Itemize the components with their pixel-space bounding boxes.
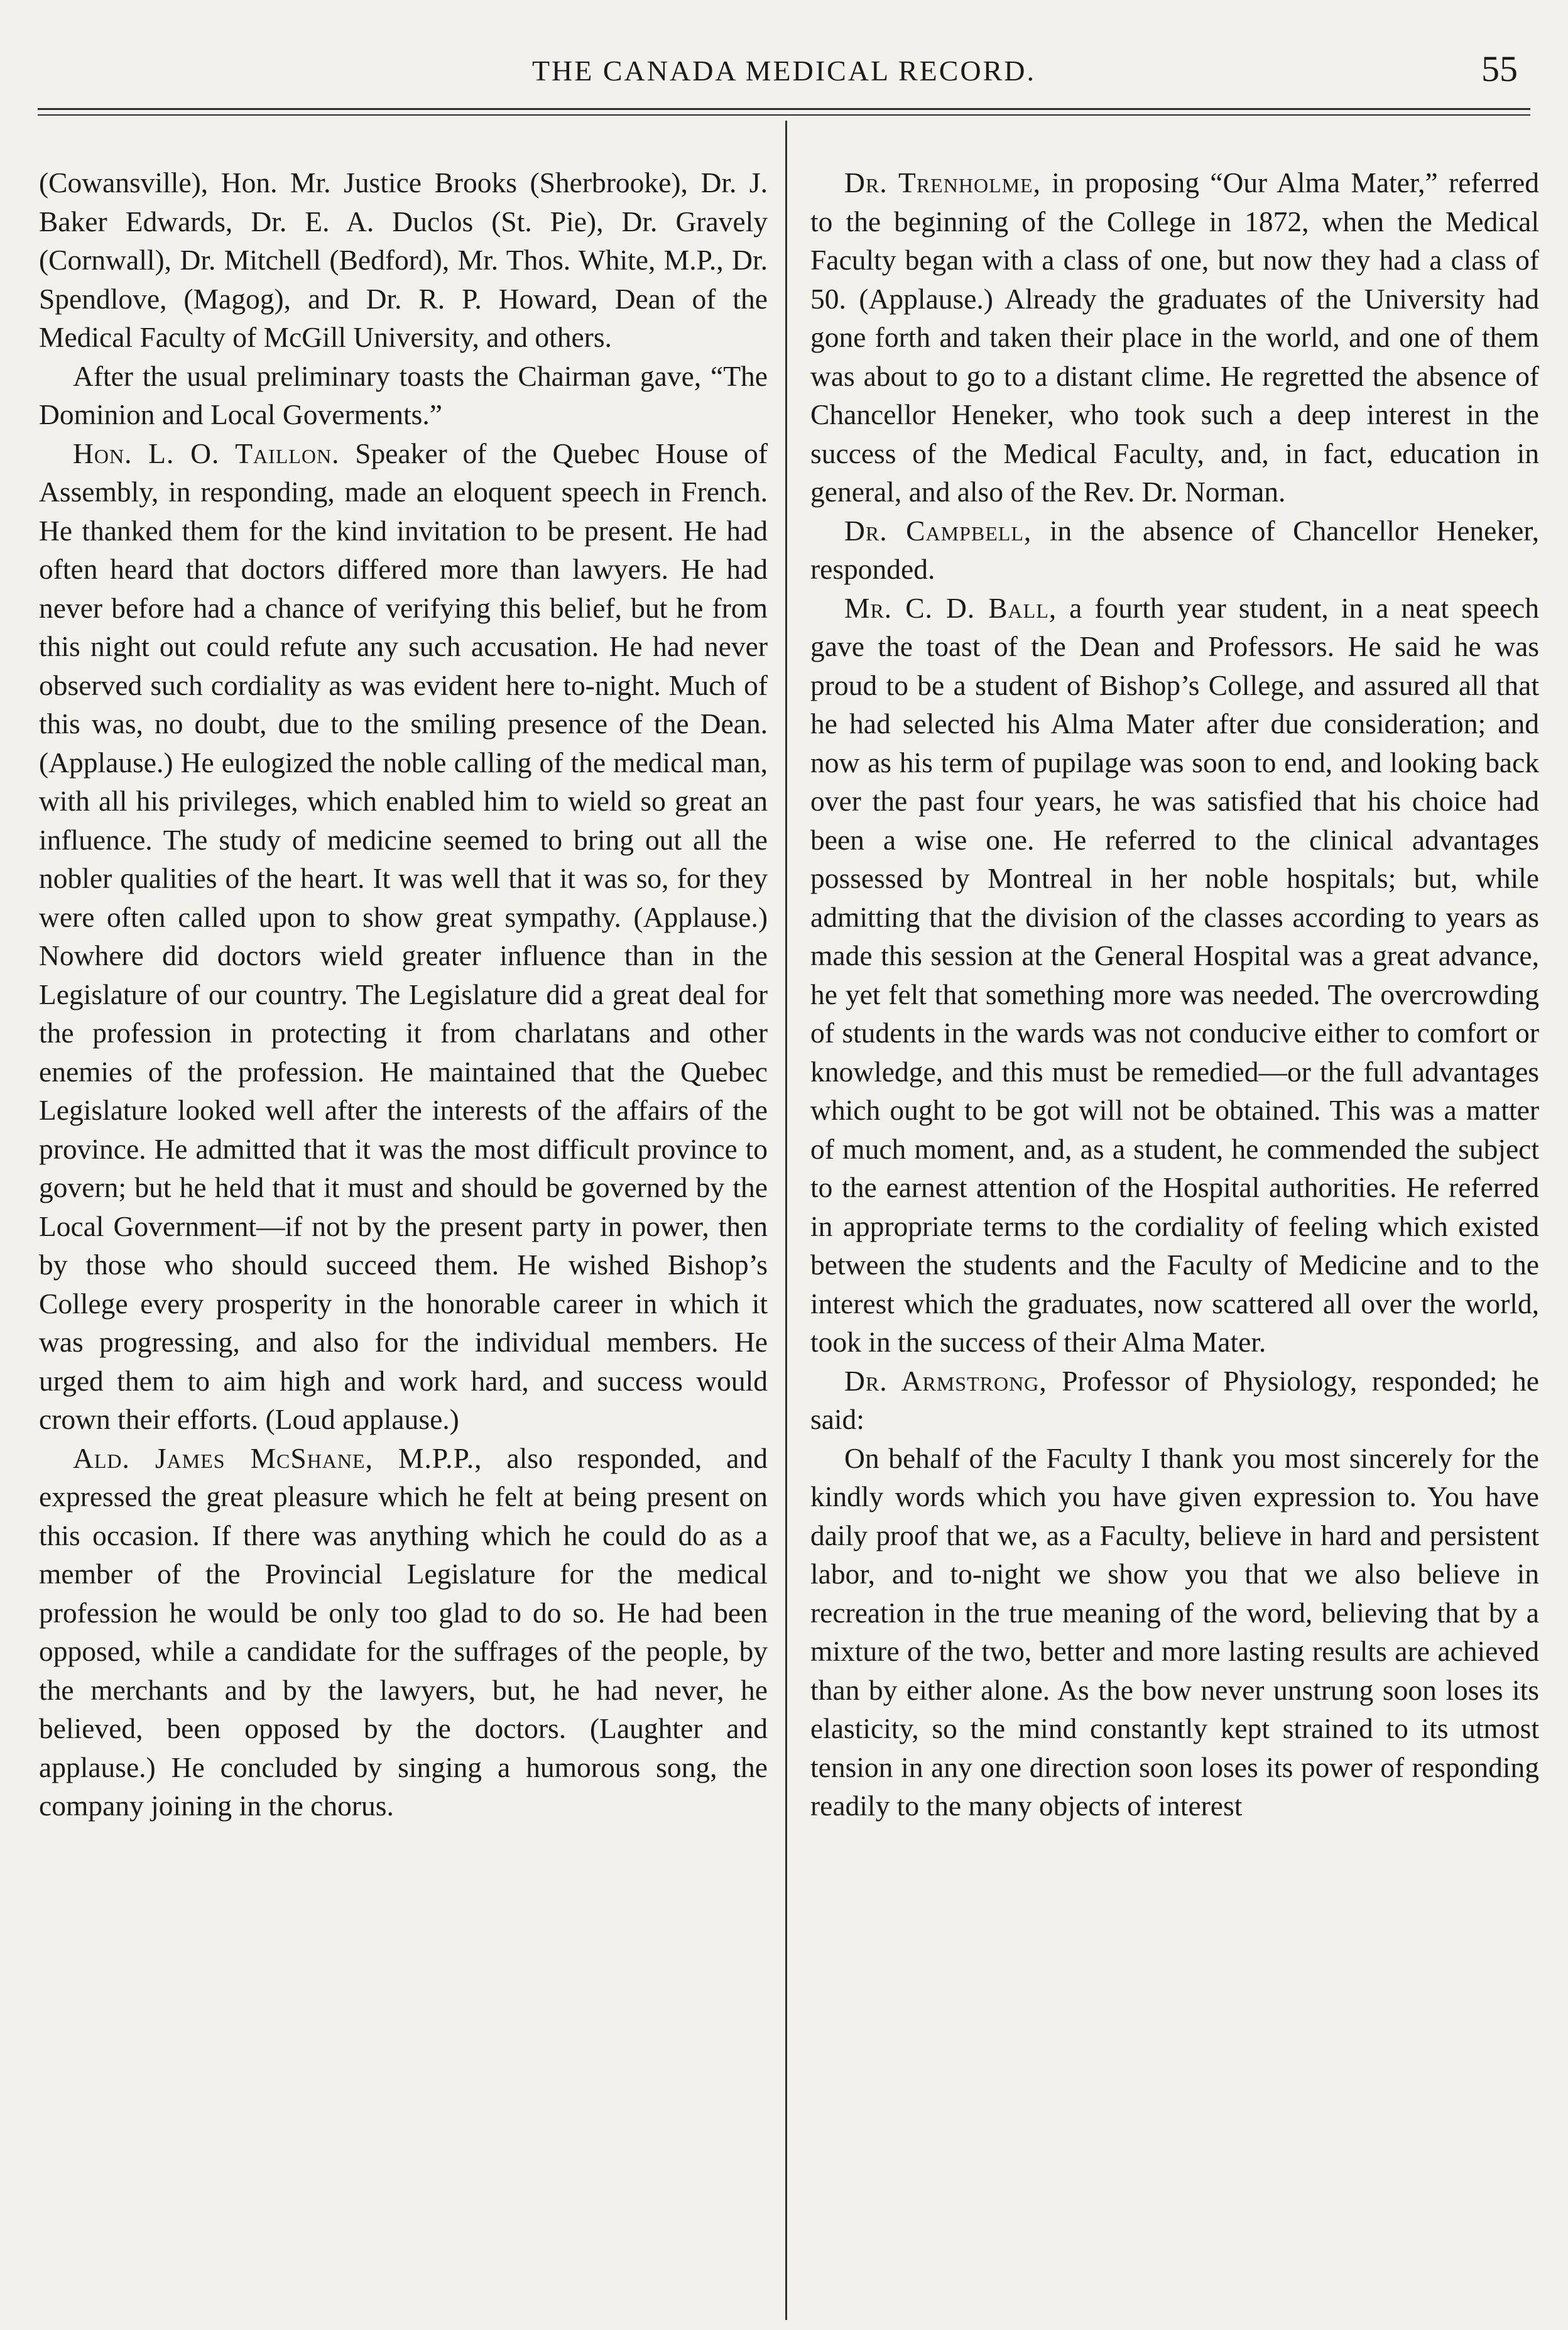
speaker-name: Dr. Trenholme, (844, 167, 1041, 199)
paragraph-text: Speaker of the Quebec House of Assembly, in responding, made an eloquent speech in French. He thanked them for the kind invitation to be present. He had often heard that doctors differed more than lawyers. He had never before had a chance of verifying this belief, but he from this night out could refute any such accusation. He had never observed such cordiality as was evident here to-night. Much of this was, no doubt, due to the smiling presence of the Dean. (Applause.) He eulogized the noble calling of the medical man, with all his privileges, which enabled him to wield so great an influence. The study of medicine seemed to bring out all the nobler qualities of the heart. It was well that it was so, for they were often called upon to show great sympathy. (Applause.) Nowhere did doctors wield greater influence than in the Legislature of our country. The Legislature did a great deal for the profession in protecting it from charlatans and other enemies of the profession. He maintained that the Quebec Legislature looked well after the interests of the affairs of the province. He admitted that it was the most difficult province to govern; but he held that it must and should be governed by the Local Government—if not by the present party in power, then by those who should succeed them. He wished Bishop’s College every prosperity in the honorable career in which it was progressing, and also for the individual members. He urged them to aim high and work hard, and success would crown their efforts. (Loud applause.) (39, 437, 768, 1435)
header-rule-thick (38, 108, 1530, 110)
page-number: 55 (1481, 48, 1518, 89)
journal-title: THE CANADA MEDICAL RECORD. (531, 55, 1037, 87)
paragraph-taillon (39, 434, 768, 1439)
speaker-name: Dr. Armstrong, (844, 1364, 1047, 1397)
speaker-name: Dr. Campbell, (844, 514, 1032, 547)
running-head (38, 45, 1530, 96)
paragraph-text: Professor of Physiology, responded; he said: (810, 1364, 1539, 1435)
speaker-name: Hon. L. O. Taillon. (73, 437, 340, 469)
left-column (39, 163, 768, 1825)
paragraph-toasts: After the usual preliminary toasts the Chairman gave, “The Dominion and Local Goverments.” (39, 359, 768, 430)
header-rule-thin (38, 114, 1530, 116)
paragraph-text: in proposing “Our Alma Mater,” referred to the beginning of the College in 1872, when the Medical Faculty began with a class of one, but now they had a class of 50. (Applause.) Already the graduates of the University had gone forth and taken their place in the world, and one of them was about to go to a distant clime. He regretted the absence of Chancellor Heneker, who took such a deep interest in the success of the Medical Faculty, and, in fact, education in general, and also of the Rev. Dr. Norman. (810, 167, 1539, 508)
paragraph-armstrong (810, 1362, 1539, 1439)
paragraph-mcshane (39, 1439, 768, 1825)
paragraph-text: also responded, and expressed the great pleasure which he felt at being present on this occasion. If there was anything which he could do as a member of the Provincial Legislature for the medical profession he would be only too glad to do so. He had been opposed, while a candidate for the suffrages of the people, by the merchants and by the lawyers, but, he had never, he believed, been opposed by the doctors. (Laughter and applause.) He concluded by singing a humorous song, the company joining in the chorus. (39, 1441, 768, 1822)
paragraph-text: in the absence of Chancellor Heneker, responded. (810, 514, 1539, 585)
speaker-name: Ald. James McShane, M.P.P., (73, 1441, 482, 1474)
paragraph-ball (810, 589, 1539, 1362)
column-divider (785, 121, 787, 2320)
paragraph-armstrong-speech: On behalf of the Faculty I thank you most sincerely for the kindly words which you have given expression to. You have daily proof that we, as a Faculty, believe in hard and persistent labor, and to-night we show you that we also believe in recreation in the true meaning of the word, believing that by a mixture of the two, better and more lasting results are achieved than by either alone. As the bow never unstrung soon loses its elasticity, so the mind constantly kept strained to its utmost tension in any one direction soon loses its power of responding readily to the many objects of interest (810, 1441, 1539, 1822)
speaker-name: Mr. C. D. Ball, (844, 591, 1057, 624)
right-column (810, 163, 1539, 1825)
paragraph-guest-list: (Cowansville), Hon. Mr. Justice Brooks (Sherbrooke), Dr. J. Baker Edwards, Dr. E. A. Duclos (St. Pie), Dr. Gravely (Cornwall), Dr. Mitchell (Bedford), Mr. Thos. White, M.P., Dr. Spendlove, (Magog), and Dr. R. P. Howard, Dean of the Medical Faculty of McGill University, and others. (39, 167, 768, 353)
paragraph-campbell (810, 511, 1539, 589)
paragraph-text: a fourth year student, in a neat speech gave the toast of the Dean and Professors. He said he was proud to be a student of Bishop’s College, and assured all that he had selected his Alma Mater after due consideration; and now as his term of pupilage was soon to end, and looking back over the past four years, he was satisfied that his choice had been a wise one. He referred to the clinical advantages possessed by Montreal in her noble hospitals; but, while admitting that the division of the classes according to years as made this session at the General Hospital was a great advance, he yet felt that something more was needed. The overcrowding of students in the wards was not conducive either to comfort or knowledge, and this must be remedied—or the full advantages which ought to be got will not be obtained. This was a matter of much moment, and, as a student, he commended the subject to the earnest attention of the Hospital authorities. He referred in appropriate terms to the cordiality of feeling which existed between the students and the Faculty of Medicine and to the interest which the graduates, now scattered all over the world, took in the success of their Alma Mater. (810, 591, 1539, 1358)
paragraph-trenholme (810, 163, 1539, 511)
